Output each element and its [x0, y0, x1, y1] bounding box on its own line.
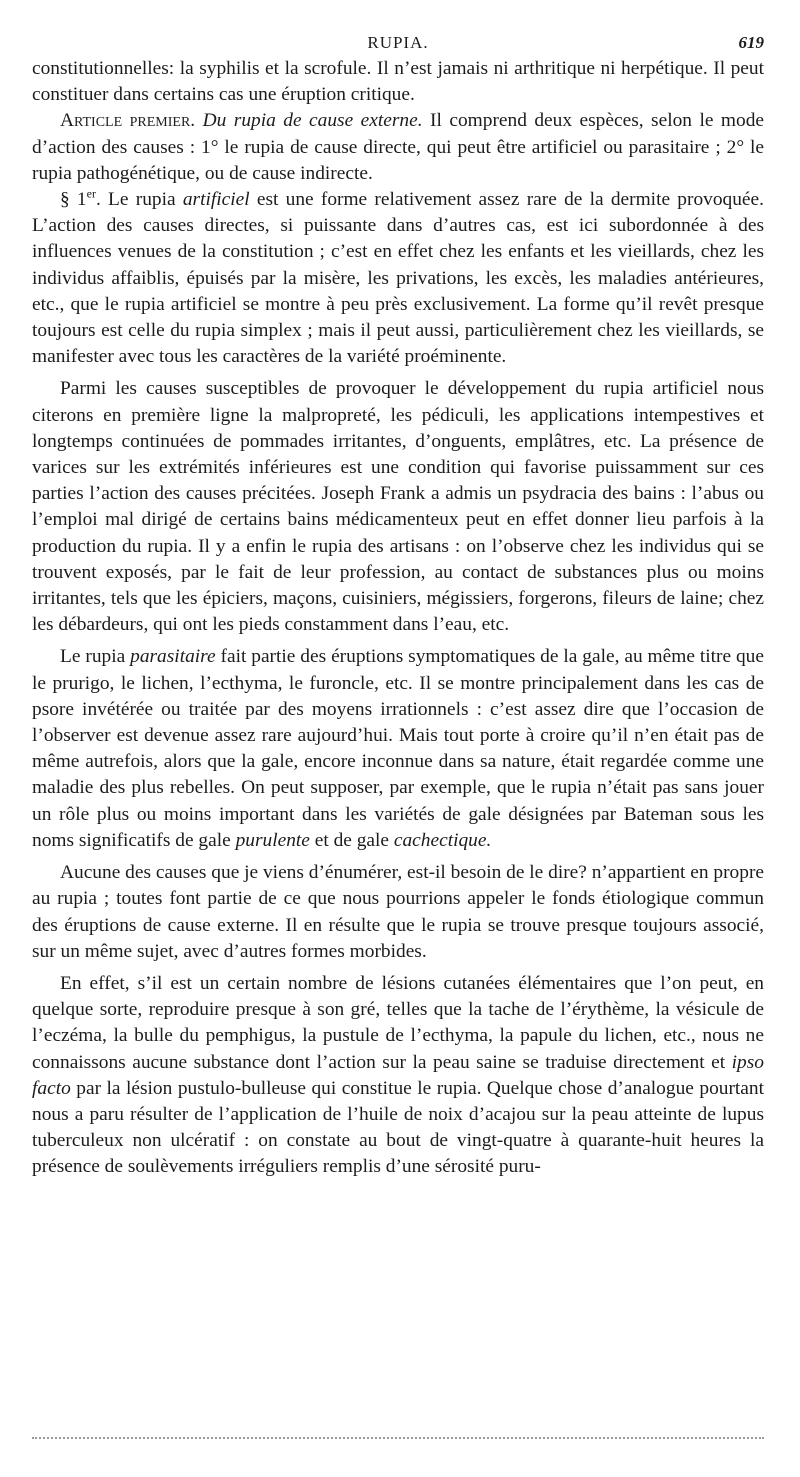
paragraph-section-1	[32, 187, 764, 370]
article-text: Il comprend deux espèces, selon le mode d’action des causes : 1° le rupia de cause directe, qui peut être artificiel ou parasitaire ; 2° le rupia pathogénétique, ou de cause indirecte.	[32, 110, 764, 184]
footer-rule	[32, 1437, 764, 1439]
section-emph-artificiel: artificiel	[182, 189, 250, 211]
parasitaire-text-1: fait partie des éruptions symptomatiques de la gale, au même titre que le prurigo, le lichen, l’ecthyma, le furoncle, etc. Il se montre principalement dans les cas de psore invétérée ou traitée par des moyens irrationnels : c’est assez dire que l’occasion de l’observer est devenue assez rare aujourd’hui. Mais tout porte à croire qu’il n’en était pas de même autrefois, alors que la gale, encore inconnue dans sa nature, était regardée comme une maladie des plus rebelles. On peut supposer, par exemple, que le rupia n’était pas sans jouer un rôle plus ou moins important dans les variétés de gale désignées par Bateman sous les noms significatifs de gale	[32, 646, 764, 851]
parasitaire-lead: Le rupia	[60, 646, 131, 668]
parasitaire-text-2: et de gale	[309, 829, 394, 851]
section-text: est une forme relativement assez rare de la dermite provoquée. L’action des causes directes, si puissante dans d’autres cas, est ici subordonnée à des influences venues de la constitution ; c’est en effet chez les enfants et les vieillards, chez les individus affaiblis, épuisés par la misère, les privations, les excès, les maladies antérieures, etc., que le rupia artificiel se montre à peu près exclusivement. La forme qu’il revêt presque toujours est celle du rupia simplex ; mais il peut aussi, particulièrement chez les vieillards, se manifester avec tous les caractères de la variété proéminente.	[32, 189, 764, 368]
article-label: Article premier.	[60, 110, 196, 132]
article-title: Du rupia de cause externe.	[202, 110, 423, 132]
paragraph-parasitaire	[32, 644, 764, 854]
en-effet-text-2: par la lésion pustulo-bulleuse qui constitue le rupia. Quelque chose d’analogue pourtant nous a paru résulter de l’application de l’huile de noix d’acajou sur la peau atteinte de lupus tuberculeux non ulcératif : on constate au bout de vingt-quatre à quarante-huit heures la présence de soulèvements irréguliers remplis d’une sérosité puru-	[32, 1077, 764, 1178]
section-mark: § 1	[60, 189, 87, 211]
en-effet-emph-ipso-facto: ipso facto	[32, 1051, 764, 1099]
paragraph-en-effet	[32, 971, 764, 1181]
en-effet-text-1: En effet, s’il est un certain nombre de lésions cutanées élémentaires que l’on peut, en quelque sorte, reproduire presque à son gré, telles que la tache de l’érythème, la vésicule de l’eczéma, la bulle du pemphigus, la pustule de l’ecthyma, la papule du lichen, etc., nous ne connaissons aucune substance dont l’action sur la peau saine se traduise directement et	[32, 972, 764, 1073]
document-page	[32, 26, 764, 1181]
page-number: 619	[738, 33, 764, 52]
parasitaire-emph-purulente: purulente	[235, 829, 310, 851]
parasitaire-emph: parasitaire	[130, 646, 216, 668]
section-mark-sup: er	[86, 186, 96, 201]
paragraph-article-premier	[32, 108, 764, 187]
page-header	[32, 26, 764, 56]
parasitaire-emph-cachectique: cachectique.	[393, 829, 492, 851]
paragraph-aucune: Aucune des causes que je viens d’énumérer, est-il besoin de le dire? n’appartient en propre au rupia ; toutes font partie de ce que nous pourrions appeler le fonds étiologique commun des éruptions de cause externe. Il en résulte que le rupia se trouve presque toujours associé, sur un même sujet, avec d’autres formes morbides.	[32, 862, 765, 962]
section-lead: . Le rupia	[95, 189, 183, 211]
paragraph-causes: Parmi les causes susceptibles de provoquer le développement du rupia artificiel nous citerons en première ligne la malpropreté, les pédiculi, les applications intempestives et longtemps continuées de pommades irritantes, d’onguents, emplâtres, etc. La présence de varices sur les extrémités inférieures est une condition qui favorise puissamment sur ces parties l’action des causes précitées. Joseph Frank a admis un psydracia des bains : l’abus ou l’emploi mal dirigé de certains bains médicamenteux peut en effet donner lieu parfois à la production du rupia. Il y a enfin le rupia des artisans : on l’observe chez les individus qui se trouvent exposés, par le fait de leur profession, au contact de substances plus ou moins irritantes, tels que les épiciers, maçons, cuisiniers, mégissiers, forgerons, fileurs de laine; chez les débardeurs, qui ont les pieds constamment dans l’eau, etc.	[32, 378, 764, 636]
running-head: RUPIA.	[367, 33, 429, 52]
paragraph-1: constitutionnelles: la syphilis et la scrofule. Il n’est jamais ni arthritique ni herpétique. Il peut constituer dans certains cas une éruption critique.	[32, 58, 764, 106]
